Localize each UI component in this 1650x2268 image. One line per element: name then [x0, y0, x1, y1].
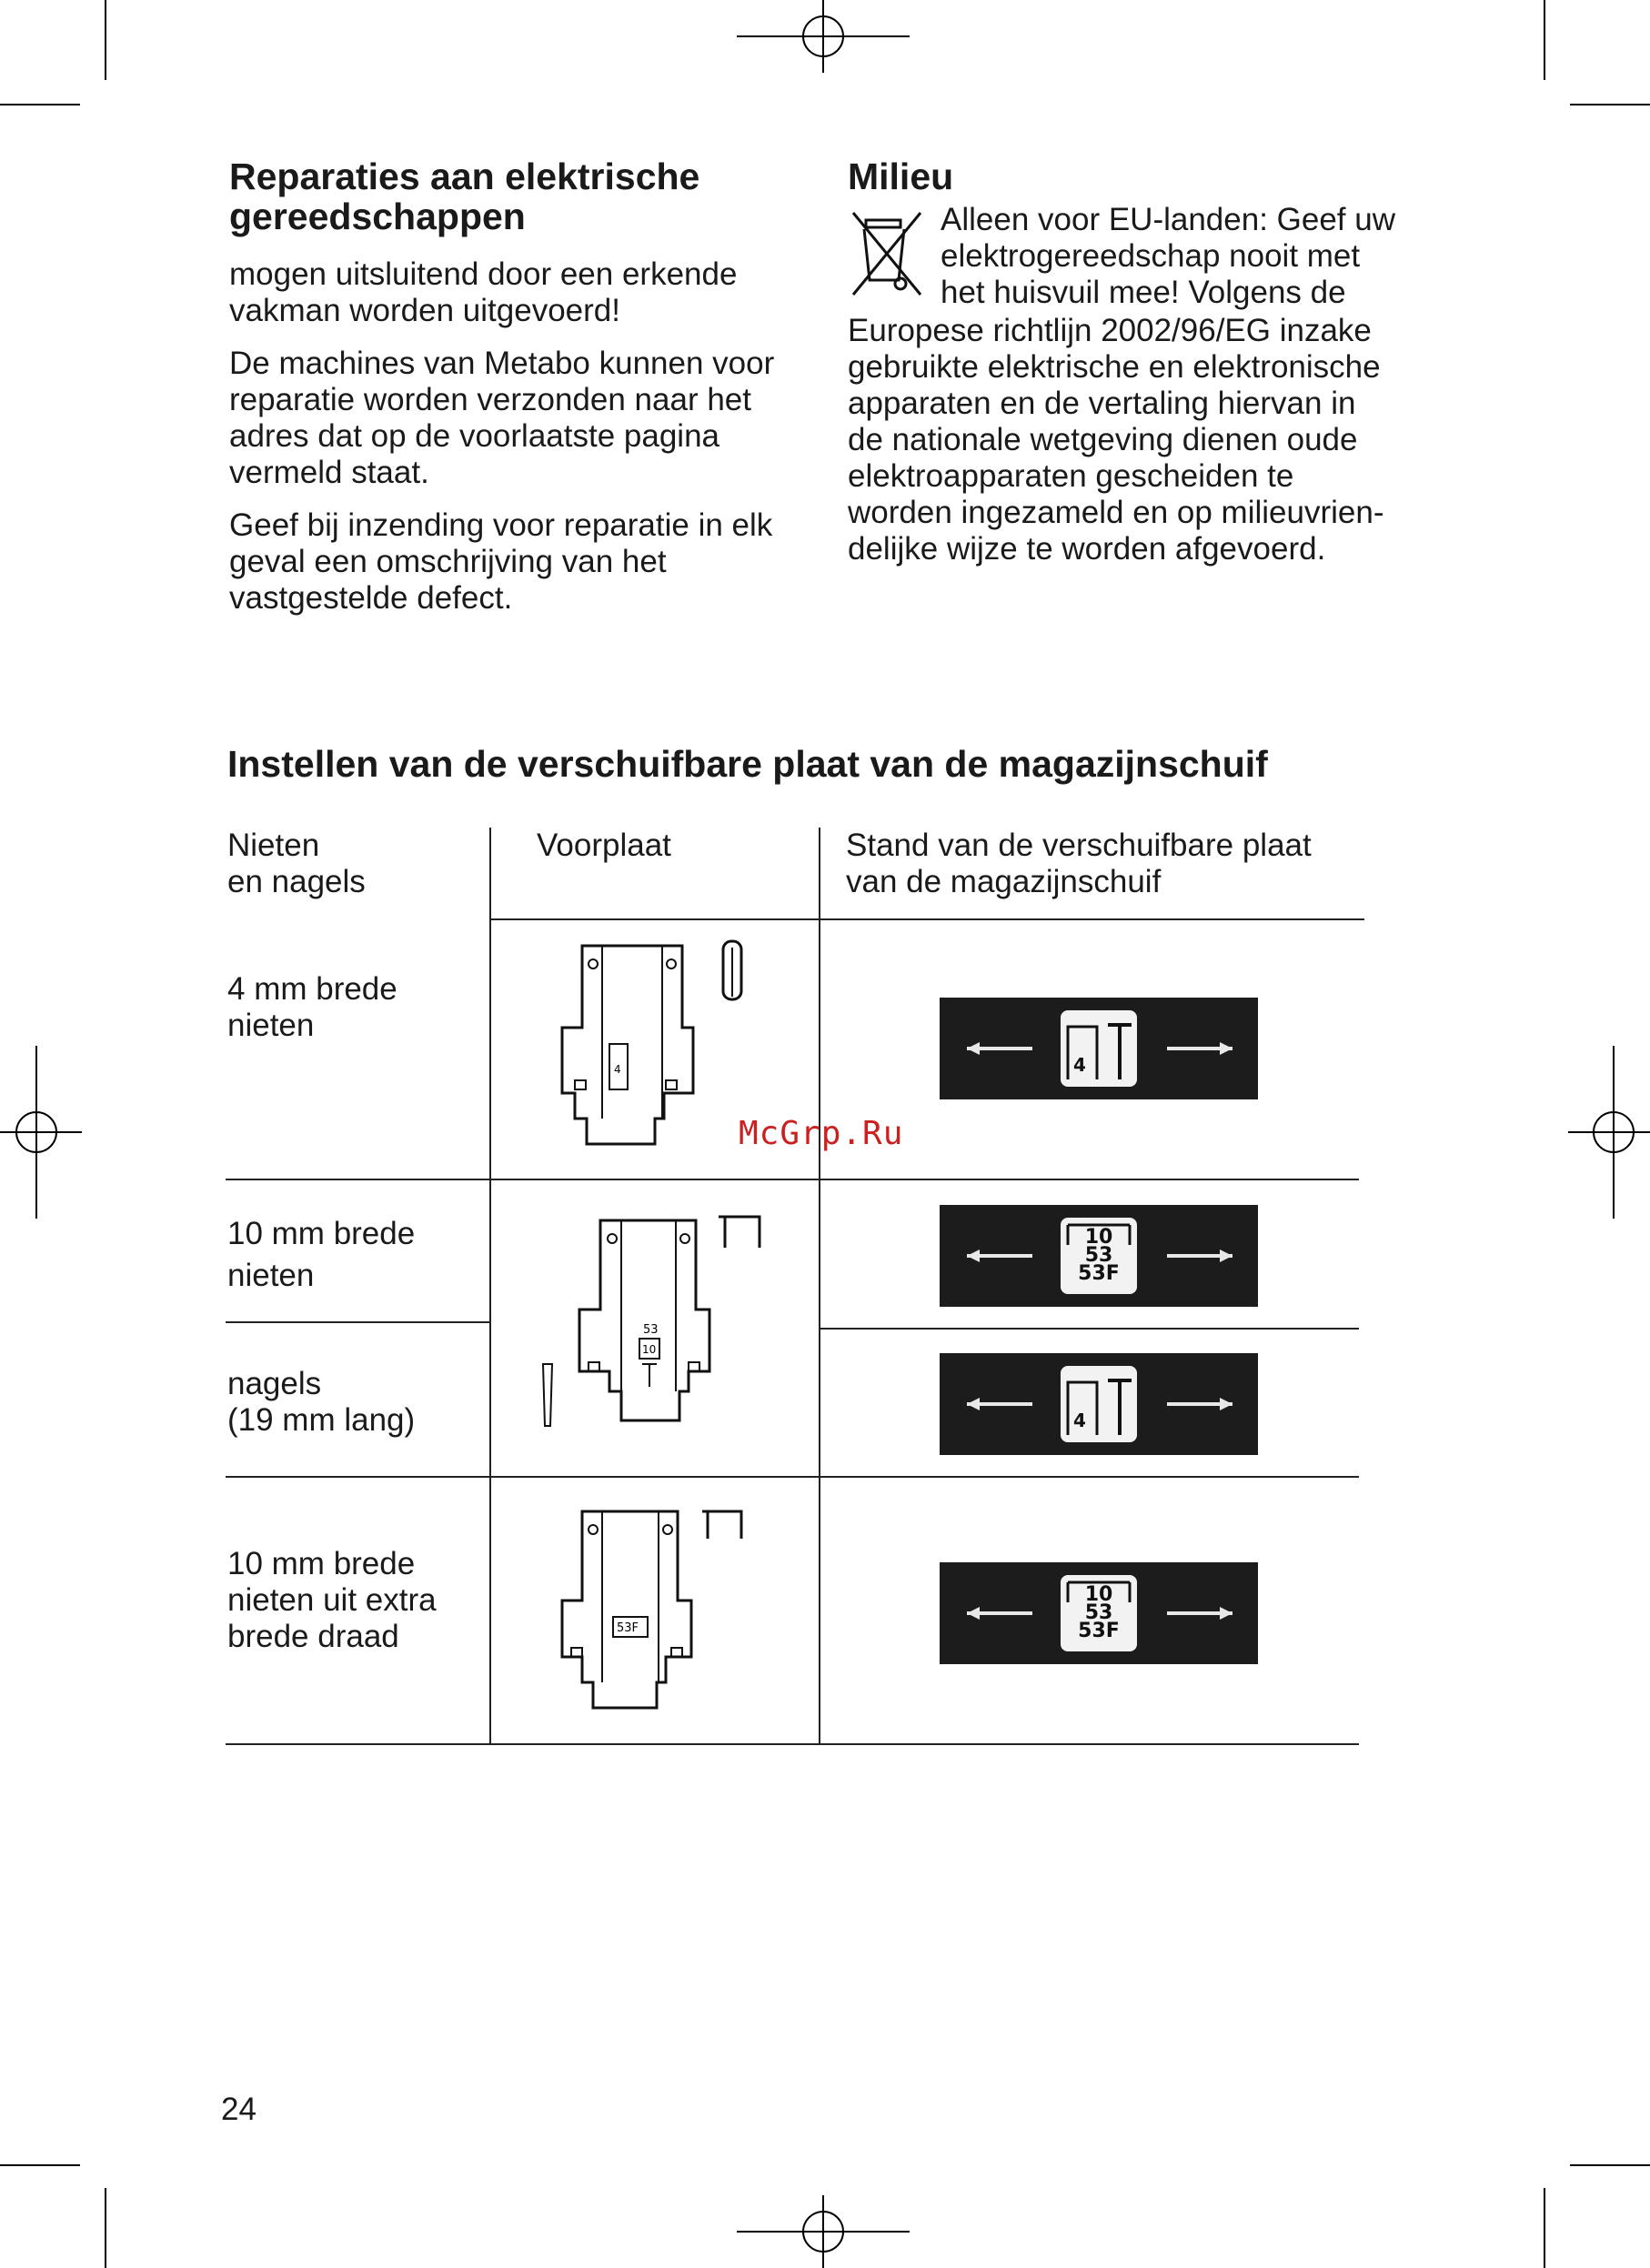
repair-section	[229, 156, 820, 627]
slider-num-4: 4	[1073, 1410, 1086, 1431]
header-staples-nails: Nieten en nagels	[227, 828, 366, 899]
registration-mark-bottom	[737, 2195, 910, 2268]
repair-paragraph-1: mogen uitsluitend door een erkende vakman worden uitgevoerd!	[229, 256, 738, 328]
row-label-10mm: 10 mm brede nieten	[227, 1216, 416, 1293]
plate-label-4: 4	[614, 1063, 621, 1076]
repair-heading: Reparaties aan elektrische gereedschappen	[229, 156, 700, 237]
slider-position-4-nails	[940, 1353, 1258, 1455]
front-plate-10mm-drawing	[532, 1209, 787, 1446]
front-plate-53f-drawing	[555, 1500, 764, 1719]
watermark: McGrp.Ru	[739, 1115, 904, 1152]
environment-text-indented: Alleen voor EU-landen: Geef uw elektrogereedschap nooit met het huisvuil mee! Volgens de	[941, 202, 1395, 310]
slider-label-4	[1061, 1010, 1137, 1087]
registration-mark-left	[0, 1046, 82, 1219]
staple-icon	[1061, 1010, 1137, 1087]
table-heading: Instellen van de verschuifbare plaat van de magazijnschuif	[227, 743, 1268, 785]
repair-paragraph-2: De machines van Metabo kunnen voor reparatie worden verzonden naar het adres dat op de voorlaatste pagina vermeld staat.	[229, 346, 775, 490]
staple-icon	[1061, 1366, 1137, 1442]
plate-label-10: 10	[642, 1343, 657, 1356]
front-plate-4mm-drawing	[555, 937, 755, 1155]
slider-num-stack: 10 53 53F	[1078, 1226, 1120, 1285]
slider-label-stack	[1061, 1575, 1137, 1651]
slider-label-stack	[1061, 1218, 1137, 1294]
page-number: 24	[221, 2092, 257, 2127]
row-label-nails: nagels (19 mm lang)	[227, 1366, 416, 1438]
environment-heading: Milieu	[848, 156, 954, 197]
crossed-out-wheelie-bin-icon	[848, 207, 922, 298]
header-slider-position: Stand van de verschuifbare plaat van de magazijnschuif	[846, 828, 1312, 899]
plate-label-53f: 53F	[617, 1621, 639, 1635]
repair-paragraph-3: Geef bij inzending voor reparatie in elk geval een omschrijving van het vastgestelde defect.	[229, 507, 773, 616]
slider-num-4: 4	[1073, 1054, 1086, 1076]
row-label-10mm-wide-wire: 10 mm brede nieten uit extra brede draad	[227, 1546, 437, 1654]
plate-label-53: 53	[643, 1323, 659, 1337]
slider-position-10-53-53f-wide	[940, 1562, 1258, 1664]
environment-text: Europese richtlijn 2002/96/EG inzake gebruikte elektrische en elektronische apparaten en de vertaling hiervan in de nationale wetgeving dienen oude elektroapparaten gescheiden te worden ingezameld en op milieuvrien- delijke wijze te worden afgevoerd.	[848, 313, 1384, 567]
header-front-plate: Voorplaat	[537, 828, 671, 863]
registration-mark-right	[1568, 1046, 1650, 1219]
registration-mark-top	[737, 0, 910, 73]
slider-position-4	[940, 998, 1258, 1099]
slider-position-10-53-53f	[940, 1205, 1258, 1307]
slider-num-stack: 10 53 53F	[1078, 1583, 1120, 1642]
environment-section	[848, 156, 1430, 567]
row-label-4mm: 4 mm brede nieten	[227, 971, 397, 1043]
slider-label-4	[1061, 1366, 1137, 1442]
